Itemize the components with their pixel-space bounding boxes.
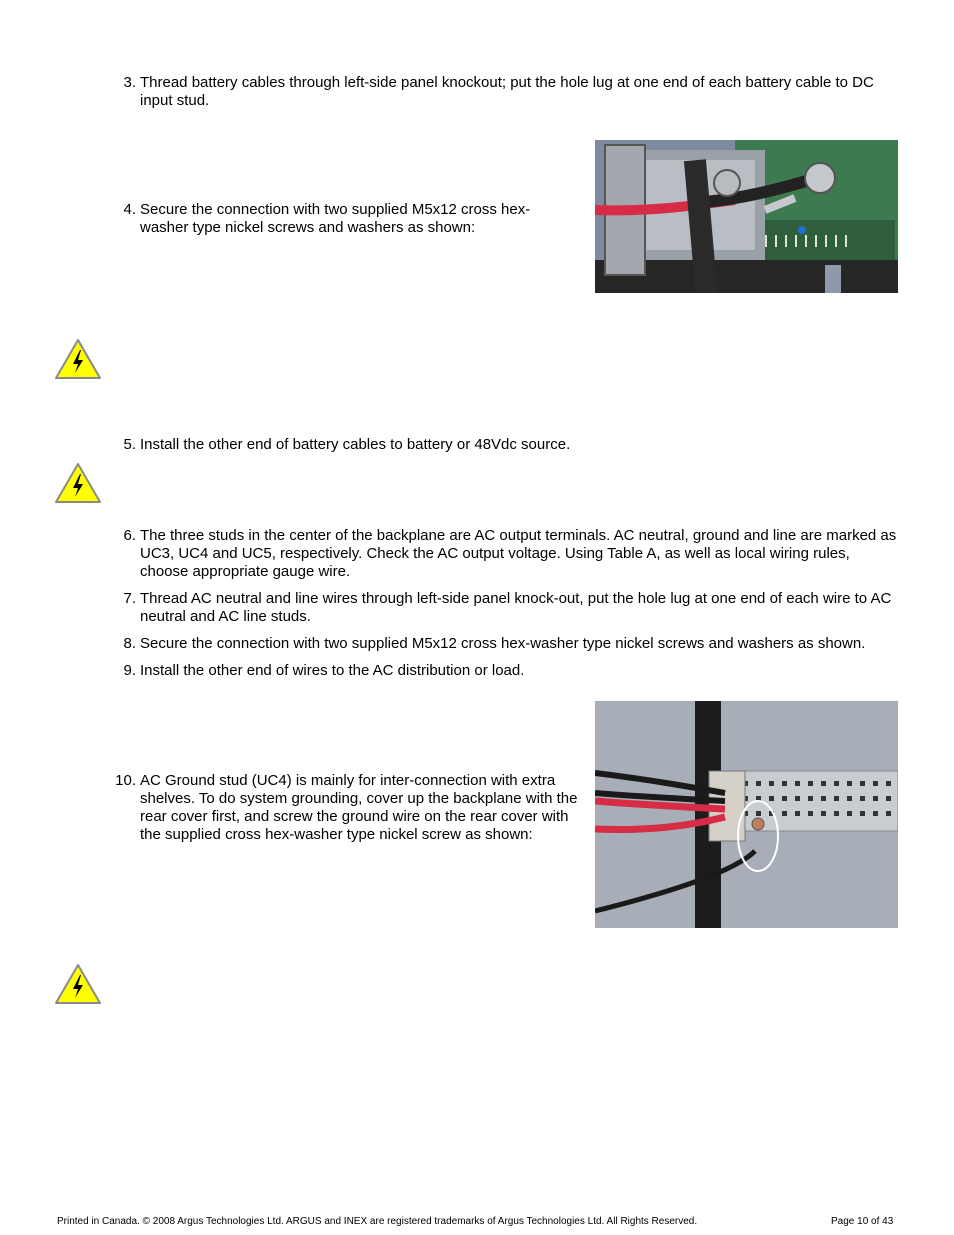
step-text: The three studs in the center of the backplane are AC output terminals. AC neutral, ground and line are marked as UC3, UC4 and UC5, respectively. Check the AC output voltage. Using Table A, as well as local wiring rules, choose appropriate gauge wire. xyxy=(140,527,897,580)
step-number: 3. xyxy=(123,74,136,91)
step-number: 8. xyxy=(123,635,136,652)
step-number: 6. xyxy=(123,527,136,544)
step-text: Secure the connection with two supplied M5x12 cross hex-washer type nickel screws and washers as shown: xyxy=(140,201,531,236)
step-text: Thread AC neutral and line wires through left-side panel knock-out, put the hole lug at one end of each wire to AC neutral and AC line studs. xyxy=(140,590,892,625)
step-number: 10. xyxy=(115,772,136,789)
step-text: Thread battery cables through left-side panel knockout; put the hole lug at one end of each battery cable to DC input stud. xyxy=(140,74,874,109)
step-text: AC Ground stud (UC4) is mainly for inter-connection with extra shelves. To do system grounding, cover up the backplane with the rear cover first, and screw the ground wire on the rear cover with the supplied cross hex-washer type nickel screw as shown: xyxy=(140,772,578,843)
high-voltage-warning-icon xyxy=(54,963,102,1005)
ground-wire-rear-cover-photo xyxy=(595,701,898,928)
step-number: 5. xyxy=(123,436,136,453)
high-voltage-warning-icon xyxy=(54,338,102,380)
step-number: 7. xyxy=(123,590,136,607)
dc-input-connection-illustration xyxy=(595,140,898,293)
footer-page-number: Page 10 of 43 xyxy=(831,1216,894,1227)
footer-copyright: Printed in Canada. © 2008 Argus Technologies Ltd. ARGUS and INEX are registered trademarks of Argus Technologies Ltd. All Rights Reserved. xyxy=(57,1216,698,1227)
dc-input-connection-photo xyxy=(595,140,898,293)
step-text: Install the other end of wires to the AC distribution or load. xyxy=(140,662,525,679)
ground-wire-illustration xyxy=(595,701,898,928)
step-text: Secure the connection with two supplied M5x12 cross hex-washer type nickel screws and washers as shown. xyxy=(140,635,866,652)
step-number: 4. xyxy=(123,201,136,218)
step-text: Install the other end of battery cables to battery or 48Vdc source. xyxy=(140,436,571,453)
step-number: 9. xyxy=(123,662,136,679)
high-voltage-warning-icon xyxy=(54,462,102,504)
